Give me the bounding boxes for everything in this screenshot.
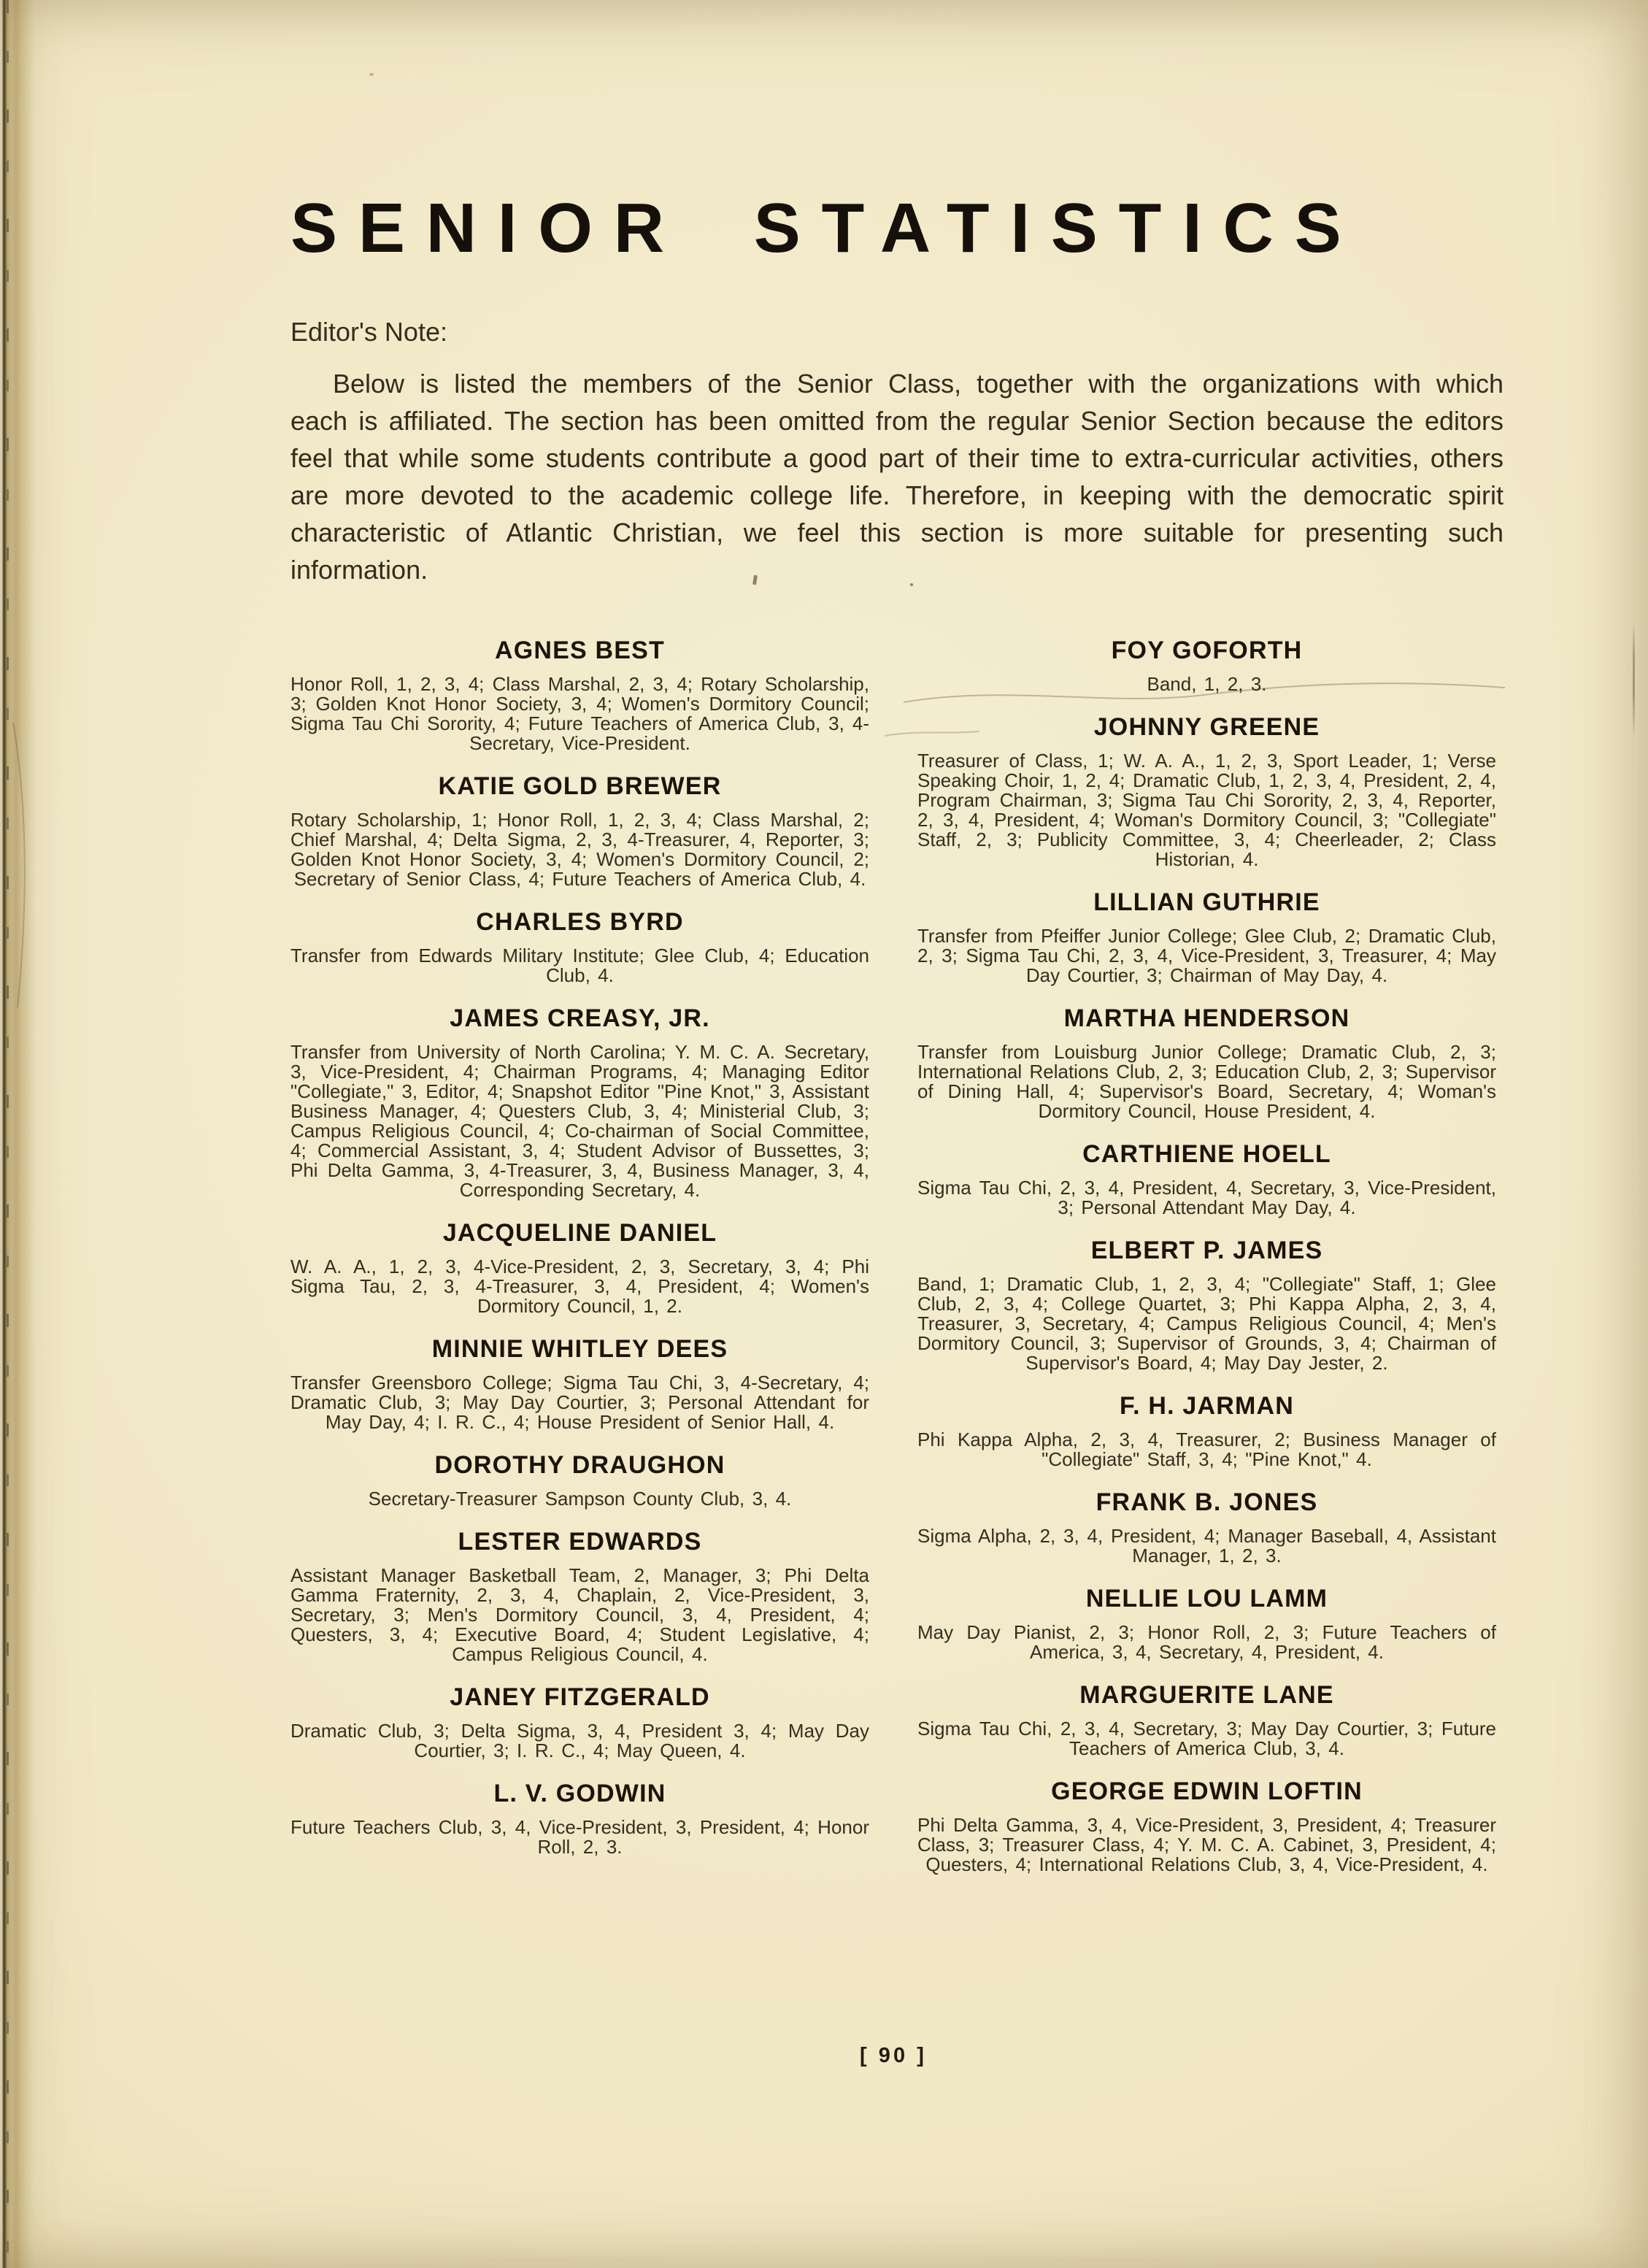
student-entry <box>290 637 869 753</box>
left-column <box>290 637 869 1875</box>
student-entry <box>917 1237 1496 1373</box>
editors-note-paragraph: Below is listed the members of the Senior Class, together with the organizations with which each is affiliated. The section has been omitted from the regular Senior Section because the editors feel that while some students contribute a good part of their time to extra-curricular activities, others are more devoted to the academic college life. Therefore, in keeping with the democratic spirit characteristic of Atlantic Christian, we feel this section is more suitable for presenting such information. <box>290 369 1503 585</box>
scan-crease <box>1633 622 1635 739</box>
student-entry <box>917 1004 1496 1121</box>
editors-note-label: Editor's Note: <box>290 317 447 347</box>
student-activities: Future Teachers Club, 3, 4, Vice-President, 3, President, 4; Honor Roll, 2, 3. <box>290 1816 869 1858</box>
student-activities: Sigma Tau Chi, 2, 3, 4, Secretary, 3; May Day Courtier, 3; Future Teachers of America Club, 3, 4. <box>917 1718 1496 1759</box>
student-entry <box>917 1681 1496 1758</box>
student-name: JACQUELINE DANIEL <box>442 1219 717 1247</box>
student-entry <box>290 908 869 985</box>
student-entry <box>290 1683 869 1761</box>
student-activities: Phi Kappa Alpha, 2, 3, 4, Treasurer, 2; Business Manager of "Collegiate" Staff, 3, 4; "Pine Knot," 4. <box>917 1429 1496 1470</box>
student-entry <box>917 1488 1496 1566</box>
student-name: L. V. GODWIN <box>493 1780 666 1807</box>
student-entry <box>917 1585 1496 1662</box>
student-name: KATIE GOLD BREWER <box>438 772 722 800</box>
student-entry <box>290 772 869 889</box>
scan-speck <box>369 73 374 76</box>
student-activities: Rotary Scholarship, 1; Honor Roll, 1, 2, 3, 4; Class Marshal, 2; Chief Marshal, 4; Delta Sigma, 2, 3, 4-Treasurer, 4, Reporter, 3; Golden Knot Honor Society, 3, 4; Women's Dormitory Council, 2; Secretary of Senior Class, 4; Future Teachers of America Club, 4. <box>290 809 869 890</box>
student-entry <box>290 1219 869 1316</box>
student-activities: Transfer from Louisburg Junior College; Dramatic Club, 2, 3; International Relations Club, 2, 3; Education Club, 2, 3; Supervisor of Dining Hall, 4; Supervisor's Board, Secretary, 4; Woman's Dormitory Council, House President, 4. <box>917 1041 1496 1122</box>
student-name: DOROTHY DRAUGHON <box>434 1451 725 1479</box>
page-title: SENIOR STATISTICS <box>290 189 1363 267</box>
student-name: LILLIAN GUTHRIE <box>1093 888 1320 916</box>
student-entry <box>290 1335 869 1432</box>
student-activities: Sigma Alpha, 2, 3, 4, President, 4; Manager Baseball, 4, Assistant Manager, 1, 2, 3. <box>917 1525 1496 1567</box>
student-activities: Phi Delta Gamma, 3, 4, Vice-President, 3, President, 4; Treasurer Class, 3; Treasurer Class, 4; Y. M. C. A. Cabinet, 3, President, 4; Questers, 4; International Relations Club, 3, 4, Vice-President, 4. <box>917 1814 1496 1875</box>
student-activities: Band, 1, 2, 3. <box>1147 673 1267 695</box>
student-name: F. H. JARMAN <box>1119 1392 1295 1420</box>
student-name: CHARLES BYRD <box>476 908 684 936</box>
page-number: [ 90 ] <box>859 2044 928 2067</box>
student-activities: Transfer from University of North Carolina; Y. M. C. A. Secretary, 3, Vice-President, 4; Chairman Programs, 4; Managing Editor "Collegiate," 3, Editor, 4; Snapshot Editor "Pine Knot," 3, Assistant Business Manager, 4; Questers Club, 3, 4; Ministerial Club, 3; Campus Religious Council, 4; Co-chairman of Social Committee, 4; Commercial Assistant, 3, 4; Student Advisor of Bussettes, 3; Phi Delta Gamma, 3, 4-Treasurer, 3, 4, Business Manager, 3, 4, Corresponding Secretary, 4. <box>290 1041 869 1201</box>
student-entry <box>917 713 1496 869</box>
student-activities: Band, 1; Dramatic Club, 1, 2, 3, 4; "Collegiate" Staff, 1; Glee Club, 2, 3, 4; College Quartet, 3; Phi Kappa Alpha, 2, 3, 4, Treasurer, 3, Secretary, 4; Campus Religious Council, 4; Men's Dormitory Council, 3; Supervisor of Grounds, 3, 4; Chairman of Supervisor's Board, 4; May Day Jester, 2. <box>917 1273 1496 1374</box>
student-entry <box>917 1392 1496 1469</box>
student-activities: Honor Roll, 1, 2, 3, 4; Class Marshal, 2, 3, 4; Rotary Scholarship, 3; Golden Knot Honor Society, 3, 4; Women's Dormitory Council; Sigma Tau Chi Sorority, 4; Future Teachers of America Club, 3, 4-Secretary, Vice-President. <box>290 673 869 754</box>
student-name: MARTHA HENDERSON <box>1063 1004 1350 1032</box>
student-name: MARGUERITE LANE <box>1079 1681 1334 1709</box>
student-name: JANEY FITZGERALD <box>450 1683 710 1711</box>
student-activities: Dramatic Club, 3; Delta Sigma, 3, 4, President 3, 4; May Day Courtier, 3; I. R. C., 4; May Queen, 4. <box>290 1720 869 1761</box>
student-name: NELLIE LOU LAMM <box>1085 1585 1328 1612</box>
statistics-columns <box>290 637 1496 1875</box>
student-activities: Assistant Manager Basketball Team, 2, Manager, 3; Phi Delta Gamma Fraternity, 2, 3, 4, Chaplain, 2, Vice-President, 3, Secretary, 3; Men's Dormitory Council, 3, 4, President, 4; Questers, 3, 4; Executive Board, 4; Student Legislative, 4; Campus Religious Council, 4. <box>290 1564 869 1665</box>
student-name: GEORGE EDWIN LOFTIN <box>1051 1777 1363 1805</box>
student-name: FRANK B. JONES <box>1096 1488 1318 1516</box>
student-activities: W. A. A., 1, 2, 3, 4-Vice-President, 2, 3, Secretary, 3, 4; Phi Sigma Tau, 2, 3, 4-Treasurer, 3, 4, President, 4; Women's Dormitory Council, 1, 2. <box>290 1256 869 1317</box>
student-name: MINNIE WHITLEY DEES <box>431 1335 728 1363</box>
student-entry <box>917 637 1496 694</box>
student-entry <box>917 1140 1496 1218</box>
student-entry <box>917 888 1496 985</box>
student-name: LESTER EDWARDS <box>458 1528 702 1556</box>
student-entry <box>290 1780 869 1857</box>
student-name: FOY GOFORTH <box>1111 637 1303 664</box>
student-activities: Sigma Tau Chi, 2, 3, 4, President, 4, Secretary, 3, Vice-President, 3; Personal Attendant May Day, 4. <box>917 1177 1496 1218</box>
student-entry <box>290 1451 869 1509</box>
student-activities: Treasurer of Class, 1; W. A. A., 1, 2, 3, Sport Leader, 1; Verse Speaking Choir, 1, 2, 4; Dramatic Club, 1, 2, 3, 4, President, 2, 4, Program Chairman, 3; Sigma Tau Chi Sorority, 2, 3, 4, Reporter, 2, 3, 4, President, 4; Woman's Dormitory Council, 3; "Collegiate" Staff, 2, 3; Publicity Committee, 3, 4; Cheerleader, 2; Class Historian, 4. <box>917 750 1496 870</box>
student-entry <box>917 1777 1496 1875</box>
student-activities: Transfer Greensboro College; Sigma Tau Chi, 3, 4-Secretary, 4; Dramatic Club, 3; May Day Courtier, 3; Personal Attendant for May Day, 4; I. R. C., 4; House President of Senior Hall, 4. <box>290 1372 869 1433</box>
binding-edge <box>0 0 35 2268</box>
student-entry <box>290 1004 869 1200</box>
student-name: JOHNNY GREENE <box>1093 713 1320 741</box>
right-column <box>917 637 1496 1875</box>
student-activities: Secretary-Treasurer Sampson County Club, 3, 4. <box>368 1488 792 1510</box>
student-activities: Transfer from Pfeiffer Junior College; Glee Club, 2; Dramatic Club, 2, 3; Sigma Tau Chi, 2, 3, 4, Vice-President, 3, Treasurer, 4; May Day Courtier, 3; Chairman of May Day, 4. <box>917 925 1496 986</box>
student-entry <box>290 1528 869 1664</box>
student-name: ELBERT P. JAMES <box>1090 1237 1323 1264</box>
student-name: JAMES CREASY, JR. <box>450 1004 710 1032</box>
student-name: CARTHIENE HOELL <box>1082 1140 1331 1168</box>
student-activities: May Day Pianist, 2, 3; Honor Roll, 2, 3; Future Teachers of America, 3, 4, Secretary, 4, President, 4. <box>917 1621 1496 1663</box>
student-name: AGNES BEST <box>495 637 665 664</box>
student-activities: Transfer from Edwards Military Institute; Glee Club, 4; Education Club, 4. <box>290 945 869 986</box>
